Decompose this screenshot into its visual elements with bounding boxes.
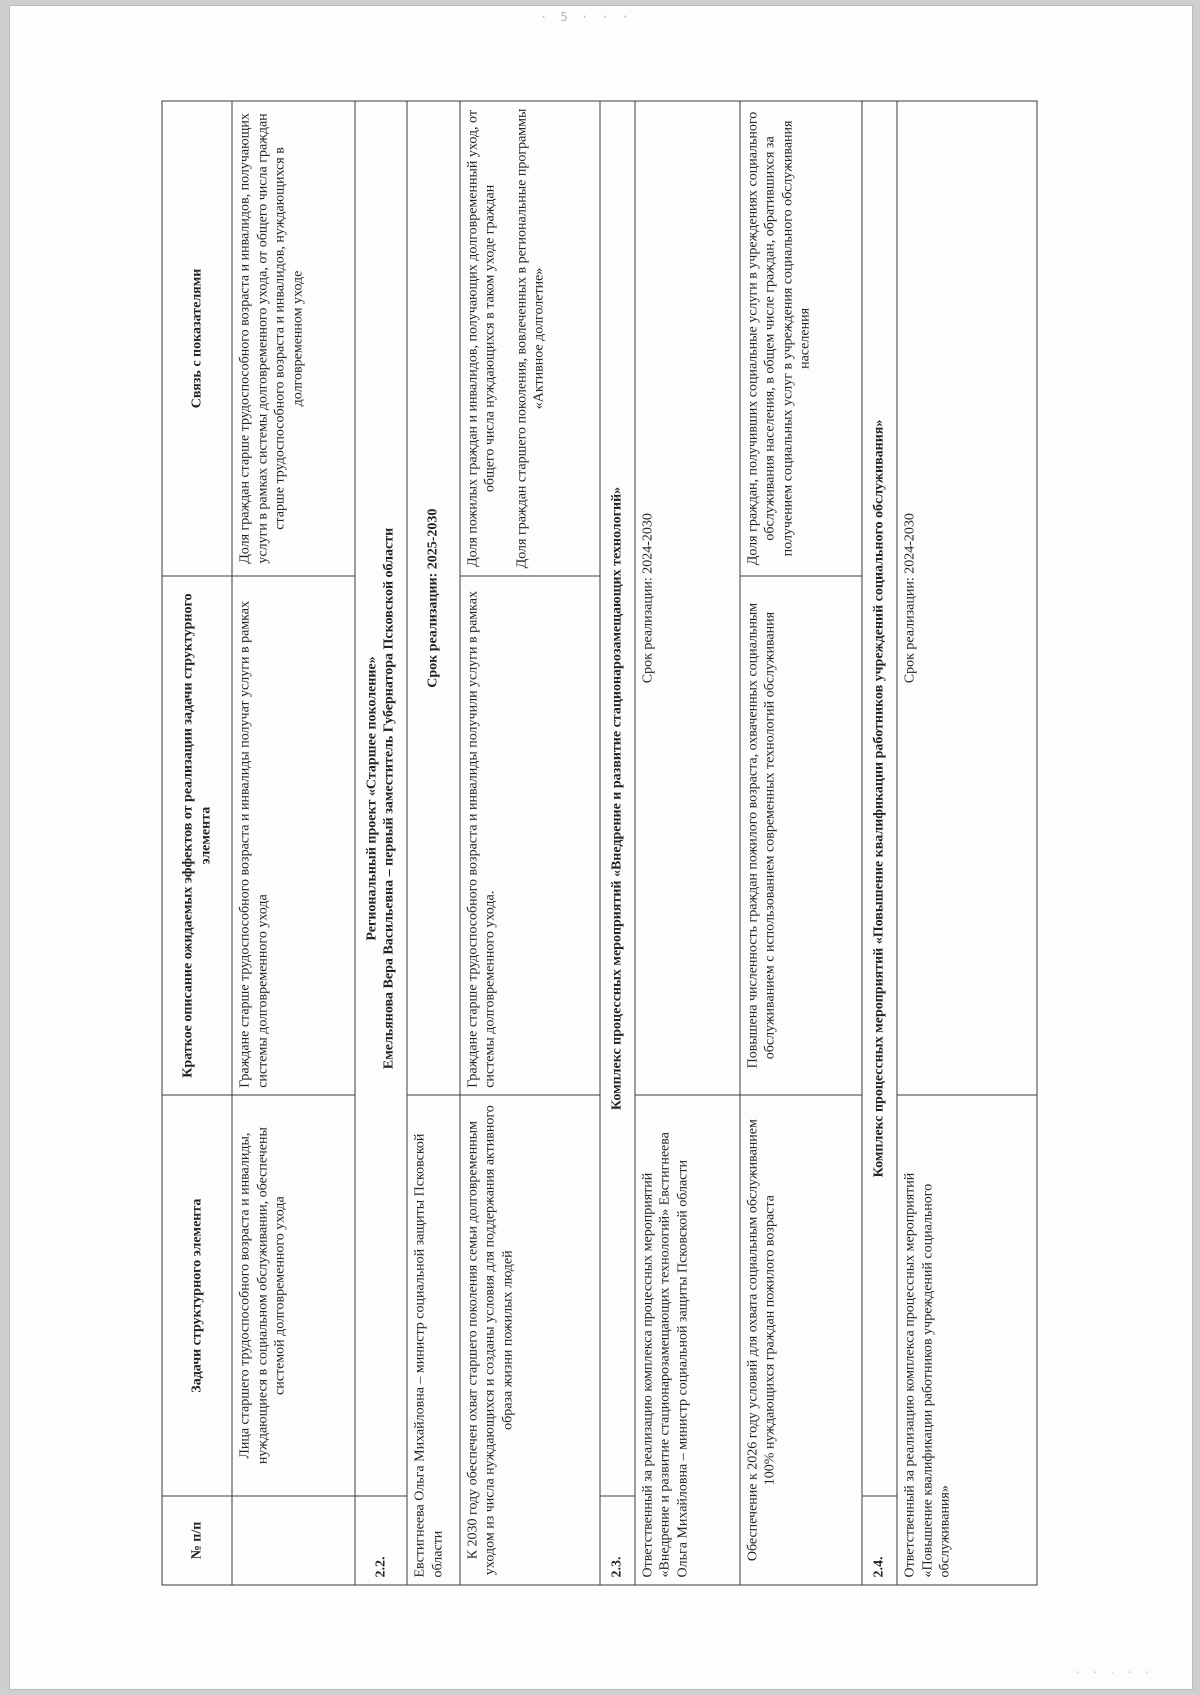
table-row — [460, 101, 600, 1585]
row-task-cell: Лица старшего трудоспособного возраста и инвалиды, нуждающиеся в социальном обслуживании, обеспечены системой долговременного ухода — [232, 1095, 355, 1496]
header-effect: Краткое описание ожидаемых эффектов от реализации задачи структурного элемента — [162, 576, 232, 1095]
header-link: Связь с показателями — [162, 101, 232, 576]
scan-corner-mark: · · · · · — [1074, 1666, 1152, 1679]
row-effect-cell: Повышена численность граждан пожилого возраста, охваченных социальным обслуживанием с использованием современных технологий обслуживания — [740, 576, 863, 1095]
section-22-project: Региональный проект «Старшее поколение» — [364, 656, 380, 941]
row-effect-cell: Граждане старше трудоспособного возраста и инвалиды получат услуги в рамках системы долговременного ухода — [232, 576, 355, 1095]
section-number: 2.4. — [862, 1496, 897, 1585]
section-24-term: Срок реализации: 2024-2030 — [897, 101, 1037, 1095]
section-24-responsible-row — [897, 101, 1037, 1585]
section-22-title — [355, 101, 408, 1496]
row-task-cell: К 2030 году обеспечен охват старшего поколения семьи долговременным уходом из числа нуждающихся и созданы условия для поддержания активного образа жизни пожилых людей — [460, 1095, 600, 1585]
row-task-cell: Обеспечение к 2026 году условий для охвата социальным обслуживанием 100% нуждающихся граждан пожилого возраста — [740, 1095, 863, 1585]
page-number-mark: · 5 · · · — [540, 10, 633, 24]
row-link-cell: Доля граждан старше трудоспособного возраста и инвалидов, получающих услуги в рамках системы долговременного ухода, от общего числа граждан старше трудоспособного возраста и инвалидов, нуждающихся в долговременном уходе — [232, 101, 355, 576]
section-22-curator: Емельянова Вера Васильевна – первый заместитель Губернатора Псковской области — [381, 527, 397, 1070]
link-indicator-2: Доля граждан старшего поколения, вовлеченных в региональные программы «Активное долголетие» — [514, 108, 547, 569]
row-link-cell: Доля граждан, получивших социальные услуги в учреждениях социального обслуживания населения, в общем числе граждан, обратившихся за получением социальных услуг в учреждения социального обслуживания населения — [740, 101, 863, 576]
row-effect-cell: Граждане старше трудоспособного возраста и инвалиды получили услуги в рамках системы долговременного ухода. — [460, 576, 600, 1095]
table-row — [232, 101, 355, 1585]
section-number: 2.2. — [355, 1496, 408, 1585]
section-23-title: Комплекс процессных мероприятий «Внедрение и развитие стационарозамещающих технологий» — [600, 101, 635, 1496]
section-24-title-row — [862, 101, 897, 1585]
row-num-cell — [232, 1496, 355, 1585]
section-22-title-row — [355, 101, 408, 1585]
section-22-responsible-row — [407, 101, 460, 1585]
row-link-cell — [460, 101, 600, 576]
section-23-responsible-row — [635, 101, 740, 1585]
section-24-title: Комплекс процессных мероприятий «Повышение квалификации работников учреждений социального обслуживания» — [862, 101, 897, 1496]
table-header-row — [162, 101, 232, 1585]
header-task: Задачи структурного элемента — [162, 1095, 232, 1496]
link-indicator-1: Доля пожилых граждан и инвалидов, получающих долговременный уход, от общего числа нуждающихся в таком уходе граждан — [465, 110, 498, 567]
section-number: 2.3. — [600, 1496, 635, 1585]
section-23-title-row — [600, 101, 635, 1585]
section-22-term: Срок реализации: 2025-2030 — [407, 101, 460, 1095]
header-num: № п/п — [162, 1496, 232, 1585]
structural-elements-table — [162, 101, 1038, 1586]
section-24-responsible: Ответственный за реализацию комплекса процессных мероприятий «Повышение квалификации работников учреждений социального обслуживания» — [897, 1095, 1037, 1585]
section-23-term: Срок реализации: 2024-2030 — [635, 101, 740, 1095]
rotated-table-container — [162, 101, 1038, 1586]
section-22-responsible: Евстигнеева Ольга Михайловна – министр социальной защиты Псковской области — [407, 1095, 460, 1585]
section-23-responsible: Ответственный за реализацию комплекса процессных мероприятий «Внедрение и развитие стационарозамещающих технологий» Евстигнеева Ольга Михайловна – министр социальной защиты Псковской области — [635, 1095, 740, 1585]
table-row — [740, 101, 863, 1585]
